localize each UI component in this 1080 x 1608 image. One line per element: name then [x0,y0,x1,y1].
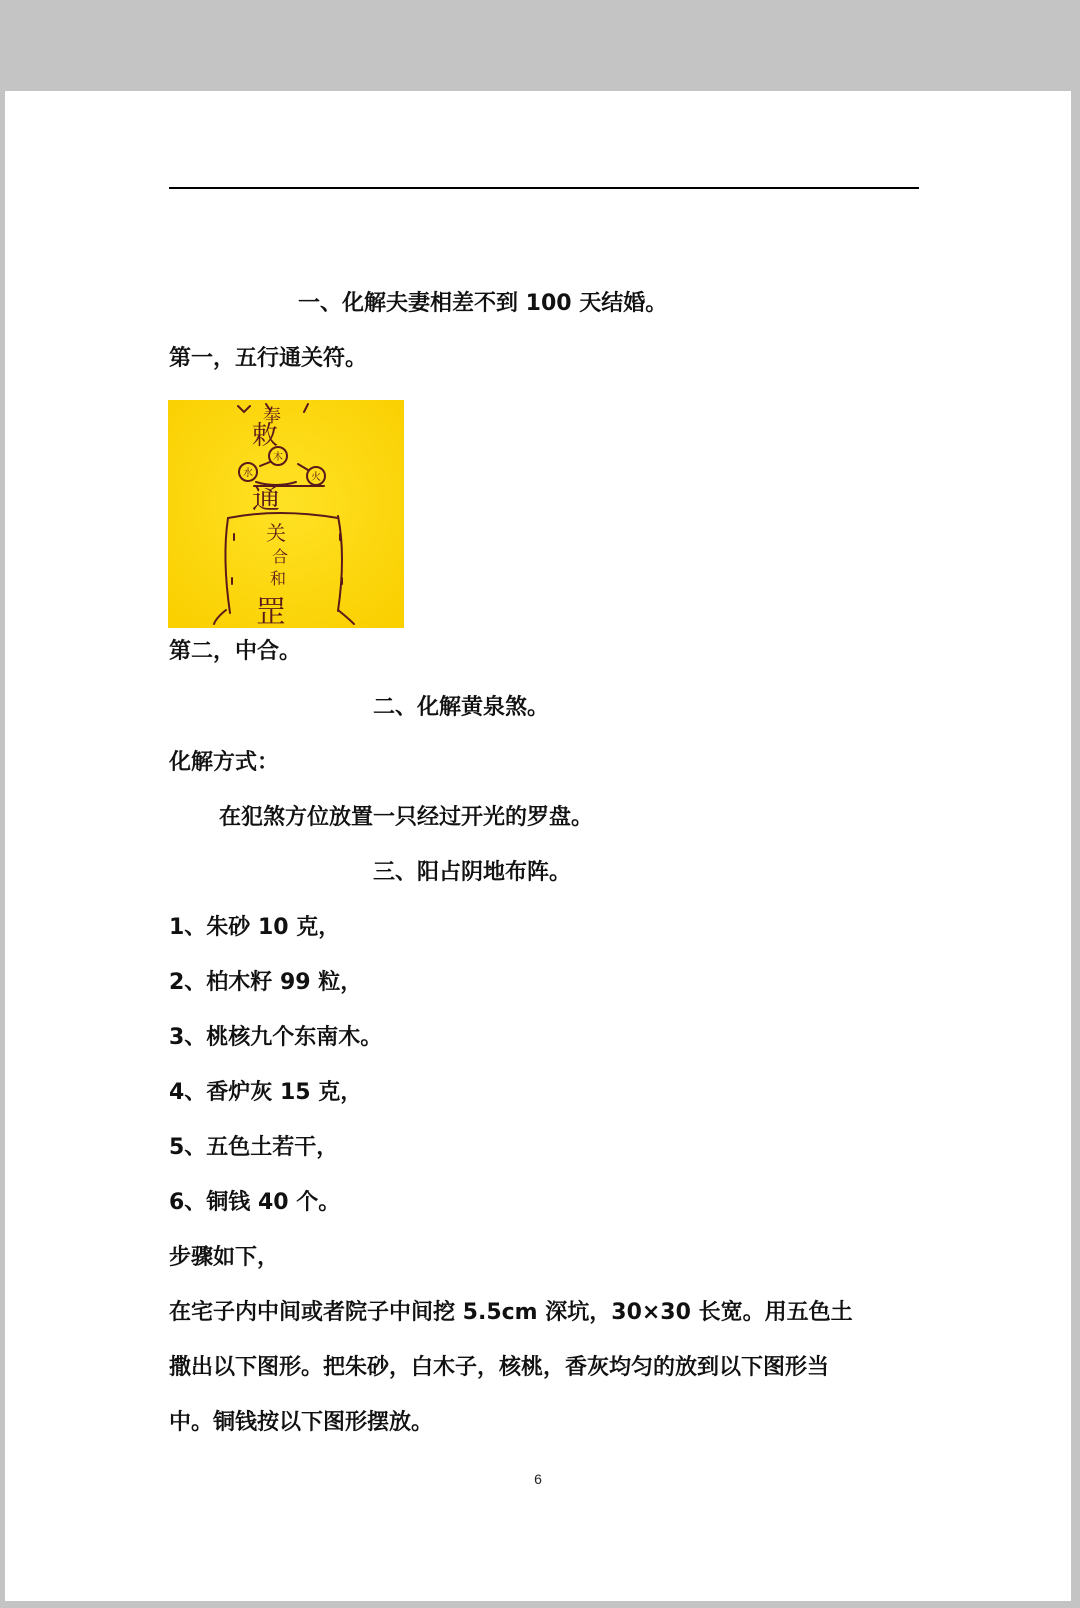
talisman-char-wood: 木 [273,452,283,463]
talisman-char-tong: 通 [252,482,281,515]
talisman-char-bottom: 罡 [256,595,286,628]
talisman-char-guan: 关 [266,521,286,545]
item-2: 第二，中合。 [169,639,302,664]
talisman-char-top: 奉 [263,406,281,427]
list-item: 6、铜钱 40 个。 [169,1190,341,1215]
talisman-char-water: 水 [243,468,253,479]
document-page [5,91,1071,1601]
header-rule [169,187,919,189]
heading-1: 一、化解夫妻相差不到 100 天结婚。 [298,291,668,316]
list-item: 5、五色土若干， [169,1135,339,1160]
heading-3: 三、阳占阴地布阵。 [373,860,572,885]
list-item: 3、桃核九个东南木。 [169,1025,383,1050]
talisman-char-he: 合 [272,547,289,566]
talisman-char-second: 敕 [252,421,279,451]
page-number: 6 [534,1471,542,1487]
para-line: 撒出以下图形。把朱砂，白木子，核桃，香灰均匀的放到以下图形当 [169,1355,830,1380]
heading-2: 二、化解黄泉煞。 [373,695,550,720]
item-1: 第一，五行通关符。 [169,346,368,371]
list-item: 1、朱砂 10 克， [169,915,341,940]
method-label: 化解方式： [169,750,280,775]
list-item: 2、柏木籽 99 粒， [169,970,363,995]
talisman-char-he2: 和 [270,569,287,588]
steps-label: 步骤如下， [169,1245,280,1270]
talisman-image [168,400,404,628]
para-line: 中。铜钱按以下图形摆放。 [169,1410,434,1435]
list-item: 4、香炉灰 15 克， [169,1080,363,1105]
para-line: 在宅子内中间或者院子中间挖 5.5cm 深坑，30×30 长宽。用五色土 [169,1300,853,1325]
talisman-char-fire: 火 [311,472,321,483]
method-text: 在犯煞方位放置一只经过开光的罗盘。 [219,805,594,830]
